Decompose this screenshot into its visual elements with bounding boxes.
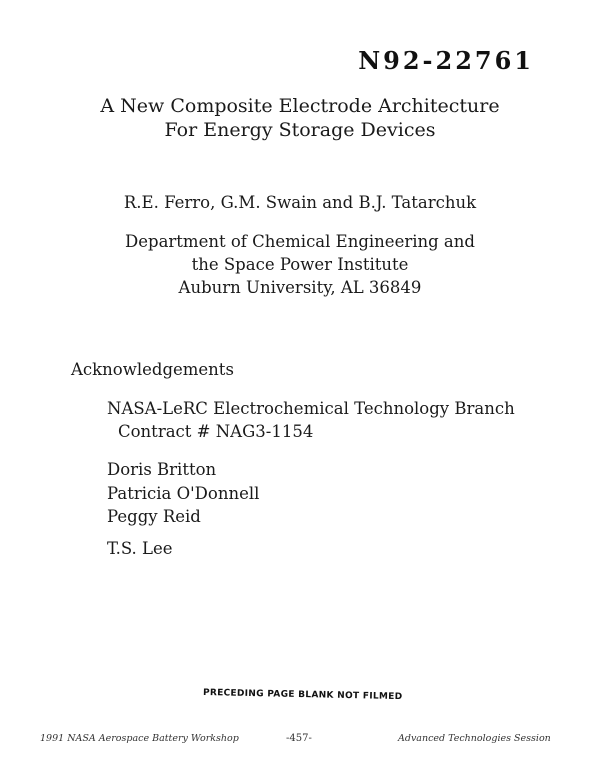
footer-workshop: 1991 NASA Aerospace Battery Workshop — [40, 733, 239, 744]
acknowledged-people-list — [107, 458, 259, 529]
document-number: N92-22761 — [358, 46, 534, 75]
affiliation-line-3: Auburn University, AL 36849 — [178, 278, 422, 297]
footer-session: Advanced Technologies Session — [398, 733, 551, 744]
acknowledgements-heading: Acknowledgements — [71, 360, 234, 379]
film-stamp: PRECEDING PAGE BLANK NOT FILMED — [202, 688, 403, 703]
author-list: R.E. Ferro, G.M. Swain and B.J. Tatarchuk — [123, 193, 477, 212]
organization-name: NASA-LeRC Electrochemical Technology Branch — [107, 399, 515, 418]
list-item: Peggy Reid — [107, 507, 201, 526]
title-line-2: For Energy Storage Devices — [164, 119, 436, 141]
affiliation-line-1: Department of Chemical Engineering and — [125, 232, 475, 251]
list-item: Patricia O'Donnell — [107, 483, 260, 503]
contract-number: Contract # NAG3-1154 — [118, 422, 314, 441]
title-line-1: A New Composite Electrode Architecture — [100, 95, 500, 117]
paper-title — [0, 94, 600, 142]
list-item: T.S. Lee — [107, 539, 173, 558]
list-item: Doris Britton — [107, 460, 217, 479]
affiliation-line-2: the Space Power Institute — [191, 255, 409, 274]
affiliation — [0, 230, 600, 299]
page-number: -457- — [286, 733, 312, 744]
acknowledgement-organization — [107, 397, 515, 443]
